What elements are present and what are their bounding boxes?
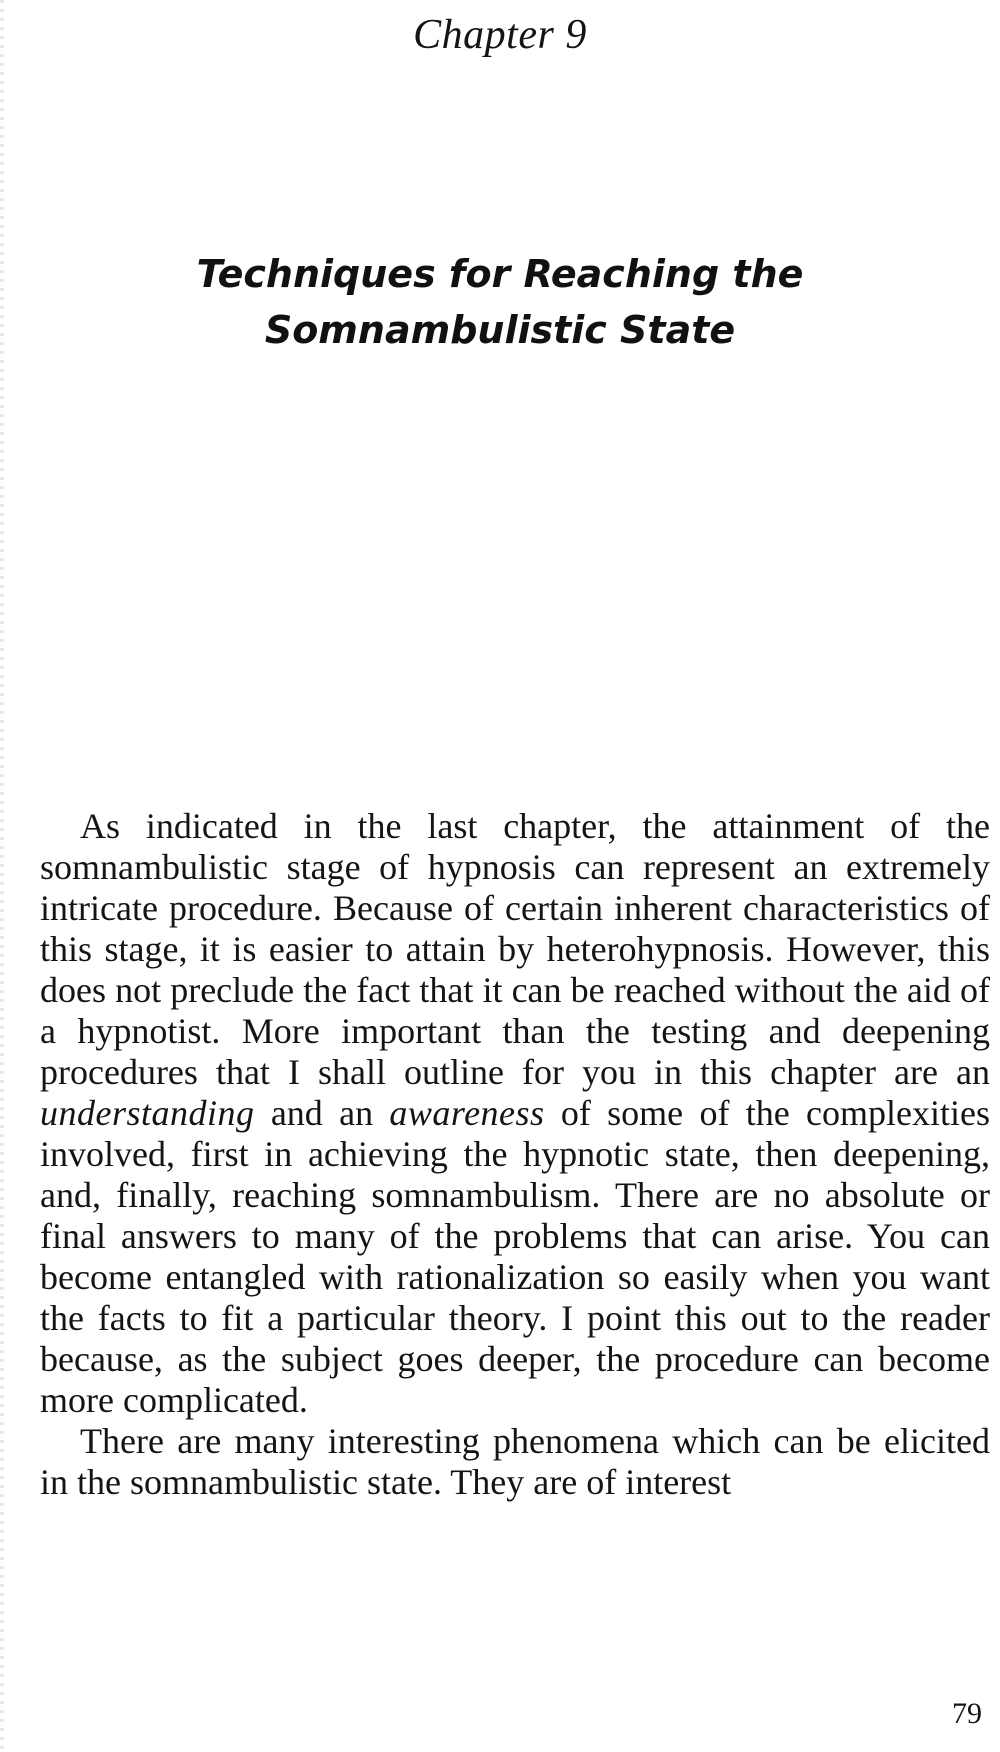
scan-edge-artifact	[0, 0, 4, 1752]
emphasis-understanding: understanding	[40, 1093, 255, 1133]
chapter-label: Chapter 9	[413, 12, 587, 58]
page-number: 79	[952, 1697, 982, 1730]
paragraph-1-text-c: of some of the complexities involved, first in achieving the hypnotic state, then deepening, and, finally, reaching somnambulism. There are no absolute or final answers to many of the problems that can arise. You can become entangled with rationalization so easily when you want the facts to fit a particular theory. I point this out to the reader because, as the subject goes deeper, the procedure can become more complicated.	[40, 1093, 990, 1420]
emphasis-awareness: awareness	[389, 1093, 545, 1133]
paragraph-1	[40, 806, 990, 1421]
paragraph-2-text: There are many interesting phenomena which can be elicited in the somnambulistic state. They are of interest	[40, 1421, 990, 1502]
paragraph-2	[40, 1421, 990, 1503]
paragraph-1-text-a: As indicated in the last chapter, the attainment of the somnambulistic stage of hypnosis can represent an extremely intricate procedure. Because of certain inherent characteristics of this stage, it is easier to attain by heterohypnosis. However, this does not preclude the fact that it can be reached without the aid of a hypnotist. More important than the testing and deepening procedures that I shall outline for you in this chapter are an	[40, 806, 990, 1092]
chapter-title-line-1: Techniques for Reaching the	[196, 252, 804, 296]
body-text	[40, 806, 990, 1503]
chapter-title	[100, 246, 900, 358]
paragraph-1-text-b: and an	[254, 1093, 390, 1133]
chapter-title-line-2: Somnambulistic State	[264, 308, 736, 352]
